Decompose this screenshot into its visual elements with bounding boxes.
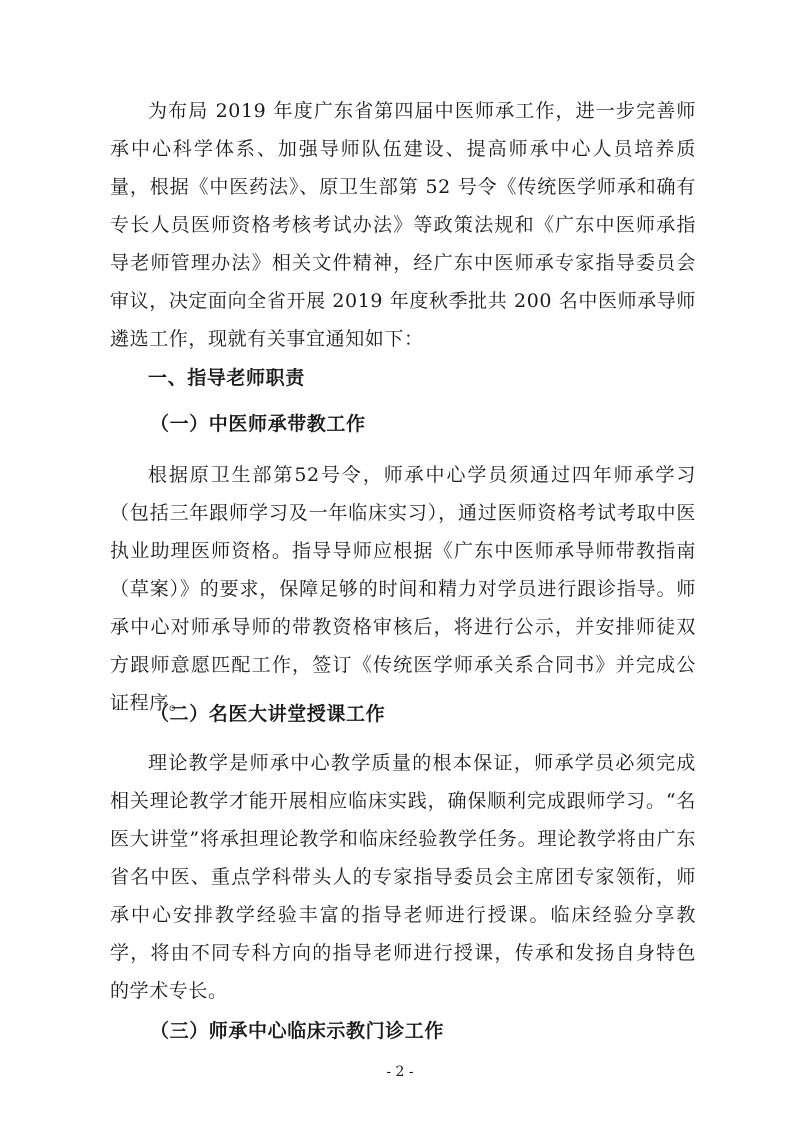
teaching-paragraph: 根据原卫生部第52号令，师承中心学员须通过四年师承学习（包括三年跟师学习及一年临床实习），通过医师资格考试考取中医执业助理医师资格。指导导师应根据《广东中医师承导师带教指南（草案）》的要求，保障足够的时间和精力对学员进行跟诊指导。师承中心对师承导师的带教资格审核后，将进行公示，并安排师徒双方跟师意愿匹配工作，签订《传统医学师承关系合同书》并完成公证程序。 — [110, 464, 696, 714]
intro-paragraph: 为布局 2019 年度广东省第四届中医师承工作，进一步完善师承中心科学体系、加强导师队伍建设、提高师承中心人员培养质量，根据《中医药法》、原卫生部第 52 号令《传统医学师承和确有专长人员医师资格考核考试办法》等政策法规和《广东中医师承指导老师管理办法》相关文件精神，经广东中医师承专家指导委员会审议，决定面向全省开展 2019 年度秋季批共 200 名中医师承导师遴选工作，现就有关事宜通知如下： — [110, 100, 696, 350]
subsection-heading-clinic: （三）师承中心临床示教门诊工作 — [150, 1020, 445, 1042]
lecture-paragraph: 理论教学是师承中心教学质量的根本保证，师承学员必须完成相关理论教学才能开展相应临床实践，确保顺利完成跟师学习。“名医大讲堂”将承担理论教学和临床经验教学任务。理论教学将由广东省名中医、重点学科带头人的专家指导委员会主席团专家领衔，师承中心安排教学经验丰富的指导老师进行授课。临床经验分享教学，将由不同专科方向的指导老师进行授课，传承和发扬自身特色的学术专长。 — [110, 752, 696, 1002]
section-heading-duties: 一、指导老师职责 — [148, 367, 305, 389]
subsection-heading-lecture: （二）名医大讲堂授课工作 — [150, 703, 386, 725]
page-number: - 2 - — [386, 1064, 414, 1080]
subsection-heading-teaching: （一）中医师承带教工作 — [150, 413, 366, 435]
